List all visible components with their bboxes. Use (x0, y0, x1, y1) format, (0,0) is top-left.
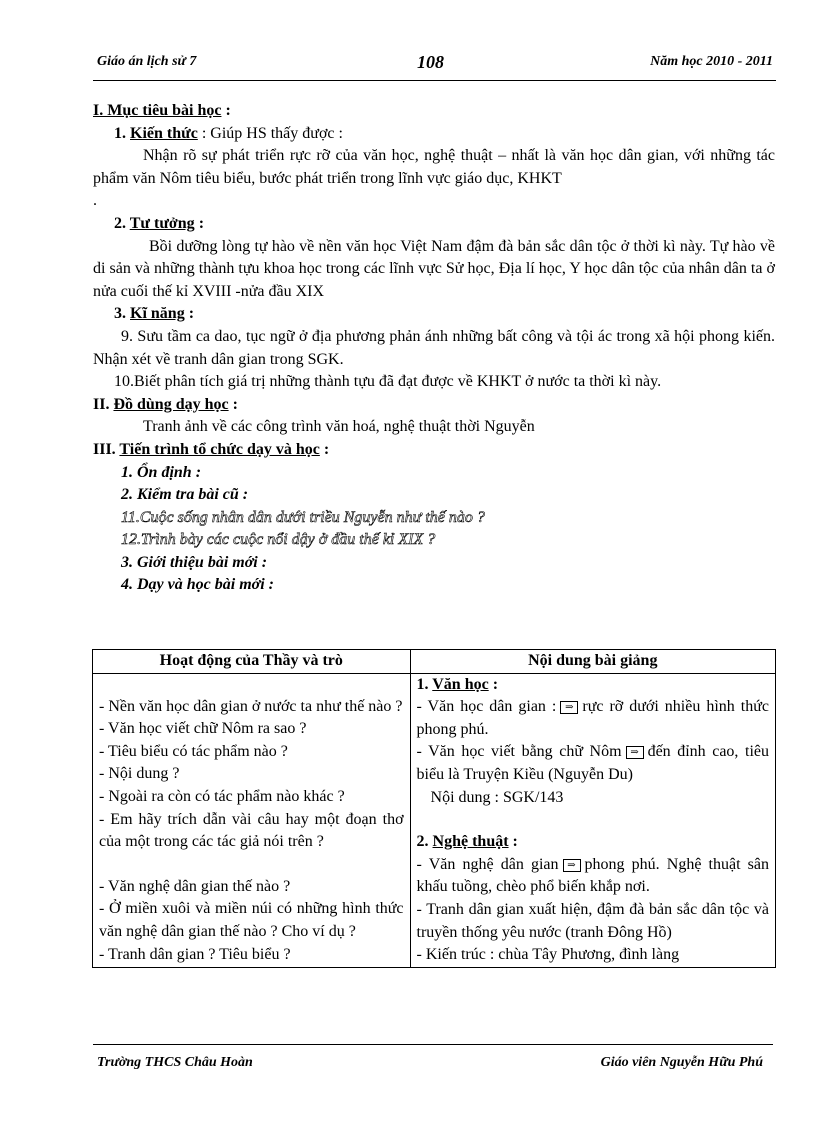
materials-heading: II. Đồ dùng dạy học : (93, 395, 238, 413)
activity-question: - Văn nghệ dân gian thế nào ? (99, 877, 291, 895)
content-line: - Văn học dân gian : ⇒ rực rỡ dưới nhiều hình thức phong phú. (416, 698, 770, 738)
activity-question: - Tiêu biểu có tác phẩm nào ? (99, 742, 288, 760)
activity-question: - Văn học viết chữ Nôm ra sao ? (99, 720, 307, 738)
procedure-heading: III. Tiến trình tổ chức dạy và học : (93, 440, 330, 458)
section-objectives-heading: I. Mục tiêu bài học : (93, 102, 231, 119)
header-divider (93, 80, 776, 81)
activity-question: - Nền văn học dân gian ở nước ta như thế nào ? (99, 697, 403, 715)
arrow-icon: ⇒ (626, 746, 644, 759)
content-line: Nội dung : SGK/143 (430, 788, 564, 806)
footer-teacher: Giáo viên Nguyễn Hữu Phú (600, 1055, 763, 1070)
skill-item-10: 10.Biết phân tích giá trị những thành tựu đã đạt được về KHKT ở nước ta thời kì này. (114, 373, 662, 391)
knowledge-trailing-dot: . (93, 192, 97, 210)
content-cell (410, 673, 775, 967)
header-subject: Giáo án lịch sử 7 (97, 54, 197, 69)
page-footer (93, 1044, 773, 1070)
activity-question: - Nội dung ? (99, 765, 180, 783)
lesson-table (92, 649, 776, 968)
table-row (93, 673, 776, 967)
activities-cell (93, 673, 411, 967)
lesson-content (93, 100, 775, 597)
arrow-icon: ⇒ (563, 859, 581, 872)
content-line: - Kiến trúc : chùa Tây Phương, đình làng (416, 946, 680, 964)
footer-school: Trường THCS Châu Hoàn (97, 1055, 253, 1070)
skill-item-9: 9. Sưu tầm ca dao, tục ngữ ở địa phương phản ánh những bất công và tội ác trong xã hội phong kiến. Nhận xét về tranh dân gian trong SGK. (93, 327, 775, 368)
content-line: - Văn nghệ dân gian ⇒ phong phú. Nghệ thuật sân khấu tuồng, chèo phổ biến khắp nơi. (416, 855, 769, 896)
activity-question: - Ở miền xuôi và miền núi có những hình thức văn nghệ dân gian thế nào ? Cho ví dụ ? (99, 900, 404, 940)
step-2: 2. Kiểm tra bài cũ : (121, 486, 249, 504)
arrow-icon: ⇒ (560, 701, 578, 714)
page-header (93, 52, 773, 76)
table-head-content: Nội dung bài giảng (410, 650, 775, 674)
header-school-year: Năm học 2010 - 2011 (650, 54, 773, 69)
review-question-12: 12.Trình bày các cuộc nổi dậy ở đầu thế kỉ XIX ? (121, 531, 436, 549)
activity-question: - Tranh dân gian ? Tiêu biểu ? (99, 945, 291, 963)
knowledge-body: Nhận rõ sự phát triển rực rỡ của văn học, nghệ thuật – nhất là văn học dân gian, với những tác phẩm văn Nôm tiêu biểu, bước phát triển trong lĩnh vực giáo dục, KHKT (93, 147, 775, 187)
literature-heading: 1. Văn học : (416, 675, 499, 693)
step-3: 3. Giới thiệu bài mới : (121, 553, 268, 571)
step-1: 1. Ổn định : (121, 463, 202, 481)
page-number: 108 (417, 52, 444, 72)
review-question-11: 11.Cuộc sống nhân dân dưới triều Nguyễn như thế nào ? (121, 508, 485, 526)
step-4: 4. Dạy và học bài mới : (121, 576, 275, 594)
content-line: - Văn học viết bằng chữ Nôm ⇒ đến đỉnh cao, tiêu biểu là Truyện Kiều (Nguyễn Du) (416, 743, 769, 783)
attitude-heading: 2. Tư tưởng : (114, 214, 205, 232)
attitude-body: Bồi dưỡng lòng tự hào về nền văn học Việt Nam đậm đà bản sắc dân tộc ở thời kì này. Tự hào về di sản và những thành tựu khoa học trong các lĩnh vực Sử học, Địa lí học, Y học dân tộc của nhân dân ta ở nửa cuối thế kỉ XVIII -nửa đầu XIX (93, 237, 775, 300)
knowledge-heading: 1. Kiến thức : Giúp HS thấy được : (114, 124, 343, 142)
activity-question: - Em hãy trích dẫn vài câu hay một đoạn thơ của một trong các tác giả nói trên ? (99, 810, 404, 851)
table-header-row (93, 650, 776, 674)
activity-question: - Ngoài ra còn có tác phẩm nào khác ? (99, 787, 345, 805)
skills-heading: 3. Kĩ năng : (114, 305, 195, 323)
table-head-activities: Hoạt động của Thầy và trò (93, 650, 411, 674)
content-line: - Tranh dân gian xuất hiện, đậm đà bản sắc dân tộc và truyền thống yêu nước (tranh Đông Hồ) (416, 900, 769, 941)
materials-body: Tranh ảnh về các công trình văn hoá, nghệ thuật thời Nguyễn (143, 418, 535, 436)
art-heading: 2. Nghệ thuật : (416, 833, 518, 851)
